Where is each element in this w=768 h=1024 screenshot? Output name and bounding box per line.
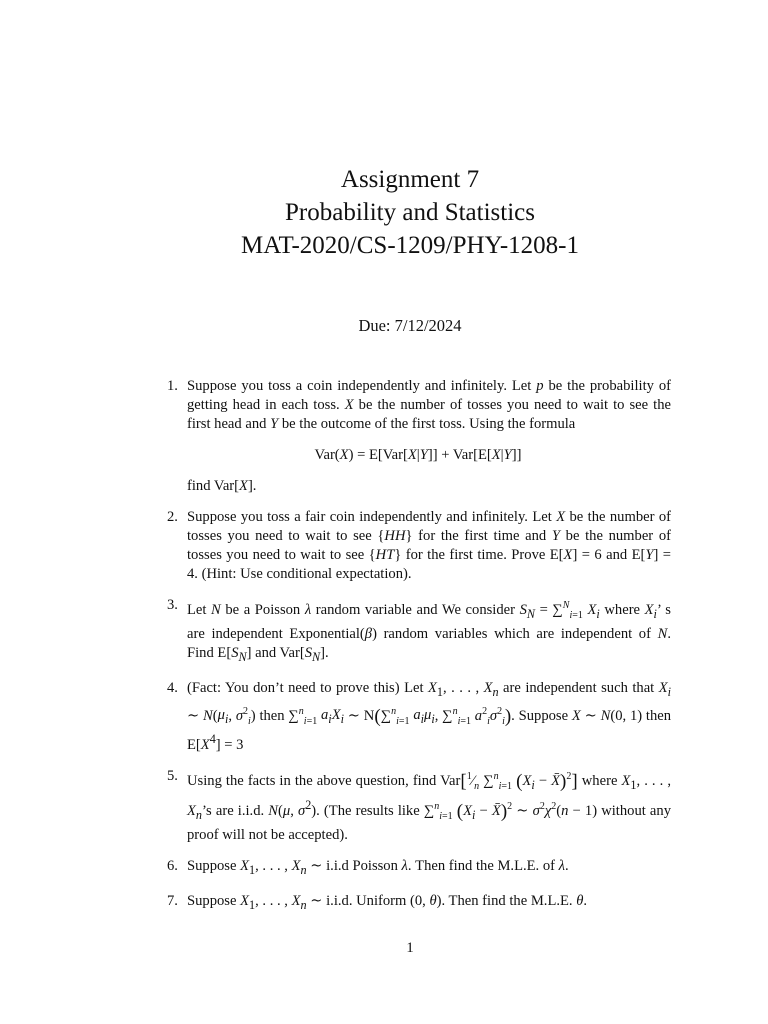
due-date: Due: 7/12/2024 xyxy=(358,316,462,335)
problem-7 xyxy=(165,892,671,915)
problem-5 xyxy=(165,767,671,845)
problem-number: 2. xyxy=(167,509,178,525)
problem-text: Suppose you toss a fair coin independently and infinitely. Let X be the number of tosses you need to wait to see {HH} for the first time and Y be the number of tosses you need to wait to see {HT} for the first time. Prove E[X] = 6 and E[Y] = 4. (Hint: Use conditional expectation). xyxy=(187,509,671,582)
problem-text: Suppose $X_1$, . . . , $X_n$ ∼ i.i.d. Uniform (0, θ). Then find the M.L.E. θ. xyxy=(187,892,588,912)
problem-list xyxy=(165,377,671,927)
problem-2 xyxy=(165,508,671,584)
problem-formula: Var(X) = E[Var[X|Y]] + Var[E[X|Y]] xyxy=(314,447,522,463)
problem-text: Suppose you toss a coin independently and infinitely. Let p be the probability of getting head in each toss. X be the number of tosses you need to wait to see the first head and Y be the outcome of the first toss. Using the formula xyxy=(187,378,671,432)
page-number: 1 xyxy=(406,940,414,956)
problem-number: 3. xyxy=(167,597,178,613)
problem-text: find Var[X]. xyxy=(187,478,257,494)
course-codes: MAT-2020/CS-1209/PHY-1208-1 xyxy=(240,232,579,259)
title-block xyxy=(0,163,768,262)
problem-number: 6. xyxy=(167,857,178,874)
problem-4 xyxy=(165,679,671,756)
problem-number: 1. xyxy=(167,378,178,394)
problem-text: Suppose $X_1$, . . . , $X_n$ ∼ i.i.d Poisson λ. Then find the M.L.E. of λ. xyxy=(187,857,569,877)
subject-title: Probability and Statistics xyxy=(285,199,535,226)
problem-number: 5. xyxy=(167,768,178,785)
problem-3 xyxy=(165,596,671,667)
assignment-title: Assignment 7 xyxy=(340,166,480,193)
problem-6 xyxy=(165,857,671,880)
problem-text: Let N be a Poisson λ random variable and We consider $S_N = \sum^N_{i=1}$ $X_i$ where $X_i$’ s are independent Exponential(β) random variables which are independent of N. Find $E[S_N]$ and $Var[S_N]$. xyxy=(187,600,671,664)
problem-1 xyxy=(165,377,671,496)
problem-text: Using the facts in the above question, find $Var[^1⁄_n$ ∑$^n_{i=1}$ ($X_i$ − X̄)$^2$] where $X_1$, . . . , $X_n’s$ are i.i.d. N(μ, $\sigma^2$). (The results like ∑$^n_{i=1}$ ($X_i$ − X̄)$^2$ ∼ $\sigma^2\chi^2(n - 1)$ without any proof will not be accepted). xyxy=(187,771,671,843)
problem-number: 7. xyxy=(167,892,178,909)
problem-number: 4. xyxy=(167,679,178,696)
problem-text: (Fact: You don’t need to prove this) Let $X_1$, . . . , $X_n$ are independent such that $X_i$ ∼ $N(\mu_i$, $\sigma^2_i$) then ∑$^n_{i=1}$ $a_iX_i$ ∼ N(∑$^n_{i=1}$ $a_i\mu_i$, ∑$^n_{i=1}$ $a^2_i\sigma^2_i$). Suppose X ∼ N(0, 1) then $E[X^4] = 3$ xyxy=(187,679,672,754)
